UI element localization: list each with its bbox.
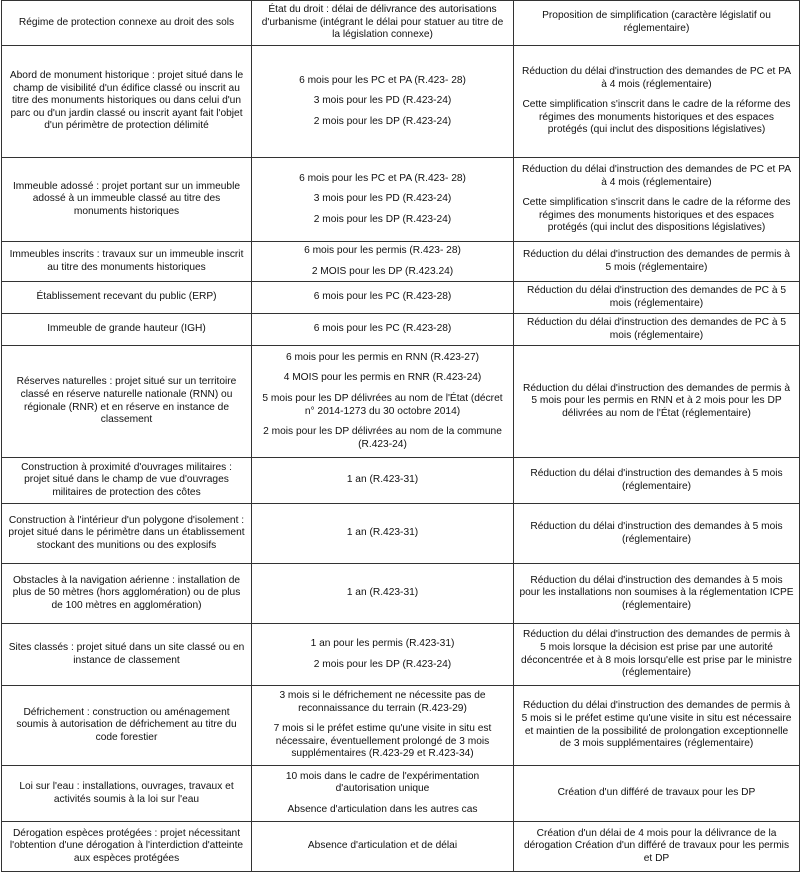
etat-line: 3 mois si le défrichement ne nécessite pas de reconnaissance du terrain (R.423-29): [279, 690, 486, 714]
header-proposition: Proposition de simplification (caractère législatif ou réglementaire): [514, 1, 800, 46]
proposition-line: Création d'un délai de 4 mois pour la délivrance de la dérogation Création d'un différé de travaux pour les permis et DP: [523, 827, 790, 864]
etat-line: 2 mois pour les DP délivrées au nom de la commune (R.423-24): [263, 426, 502, 450]
etat-line: Absence d'articulation et de délai: [307, 840, 458, 852]
etat-line: 2 mois pour les DP (R.423-24): [313, 213, 452, 225]
table-row: [2, 458, 800, 504]
regime-cell: Immeubles inscrits : travaux sur un immeuble inscrit au titre des monuments historiques: [2, 242, 252, 282]
table-row: [2, 624, 800, 686]
proposition-cell: [514, 242, 800, 282]
proposition-line: Cette simplification s'inscrit dans le cadre de la réforme des régimes des monuments historiques et des espaces protégés (qui inclut des dispositions législatives): [522, 99, 791, 136]
etat-cell: [252, 504, 514, 564]
etat-line: 5 mois pour les DP délivrées au nom de l'État (décret n° 2014-1273 du 30 octobre 2014): [262, 392, 503, 417]
regime-cell: Dérogation espèces protégées : projet nécessitant l'obtention d'une dérogation à l'interdiction d'atteinte aux espèces protégées: [2, 822, 252, 872]
proposition-line: Réduction du délai d'instruction des demandes de permis à 5 mois pour les permis en RNN et à 2 mois pour les DP délivrées au nom de l'État (réglementaire): [523, 382, 790, 419]
etat-line: 6 mois pour les PC (R.423-28): [313, 323, 452, 335]
etat-cell: [252, 458, 514, 504]
regime-cell: Réserves naturelles : projet situé sur un territoire classé en réserve naturelle nationale (RNN) ou régionale (RNR) et en réserve en instance de classement: [2, 346, 252, 458]
etat-line: 1 an pour les permis (R.423-31): [310, 637, 455, 649]
proposition-line: Réduction du délai d'instruction des demandes de PC à 5 mois (réglementaire): [526, 284, 787, 309]
regime-cell: Défrichement : construction ou aménagement soumis à autorisation de défrichement au titre du code forestier: [2, 686, 252, 766]
etat-cell: [252, 282, 514, 314]
regime-cell: Construction à l'intérieur d'un polygone d'isolement : projet situé dans le périmètre dans un établissement stockant des munitions ou des explosifs: [2, 504, 252, 564]
proposition-cell: [514, 346, 800, 458]
etat-line: 1 an (R.423-31): [346, 474, 419, 486]
etat-cell: [252, 346, 514, 458]
etat-line: 3 mois pour les PD (R.423-24): [313, 193, 452, 205]
table-row: [2, 686, 800, 766]
regime-cell: Immeuble de grande hauteur (IGH): [2, 314, 252, 346]
table-row: [2, 158, 800, 242]
proposition-cell: [514, 282, 800, 314]
proposition-line: Réduction du délai d'instruction des demandes à 5 mois pour les installations non soumises à la réglementation ICPE (réglementaire): [519, 574, 794, 611]
etat-line: 6 mois pour les PC et PA (R.423- 28): [299, 74, 466, 86]
etat-line: 1 an (R.423-31): [346, 527, 419, 539]
table-row: [2, 282, 800, 314]
header-etat: État du droit : délai de délivrance des autorisations d'urbanisme (intégrant le délai pour statuer au titre de la législation connexe): [252, 1, 514, 46]
proposition-line: Réduction du délai d'instruction des demandes de PC et PA à 4 mois (réglementaire): [521, 164, 792, 188]
table-row: [2, 346, 800, 458]
proposition-cell: [514, 158, 800, 242]
proposition-line: Réduction du délai d'instruction des demandes de permis à 5 mois lorsque la décision est prise par une autorité déconcentrée et à 8 mois lorsqu'elle est prise par le ministre (réglementaire): [521, 629, 792, 679]
etat-line: 7 mois si le préfet estime qu'une visite in situ est nécessaire, éventuellement prolongé de 3 mois supplémentaires (R.423-29 et R.423-34): [273, 723, 492, 760]
etat-cell: [252, 564, 514, 624]
proposition-cell: [514, 46, 800, 158]
proposition-line: Cette simplification s'inscrit dans le cadre de la réforme des régimes des monuments historiques et des espaces protégés (qui inclut des dispositions législatives): [522, 197, 791, 234]
etat-line: Absence d'articulation dans les autres cas: [287, 803, 478, 815]
proposition-line: Réduction du délai d'instruction des demandes à 5 mois (réglementaire): [530, 467, 783, 492]
etat-line: 6 mois pour les PC (R.423-28): [313, 291, 452, 303]
regime-cell: Immeuble adossé : projet portant sur un immeuble adossé à un immeuble classé au titre des monuments historiques: [2, 158, 252, 242]
proposition-line: Réduction du délai d'instruction des demandes à 5 mois (réglementaire): [530, 520, 783, 545]
proposition-cell: [514, 822, 800, 872]
proposition-line: Réduction du délai d'instruction des demandes de PC et PA à 4 mois (réglementaire): [521, 66, 792, 90]
proposition-line: Réduction du délai d'instruction des demandes de permis à 5 mois si le préfet estime qu'une visite in situ est nécessaire et maintien de la possibilité de prolongation exceptionnelle de 3 mois supplémentaires (réglementaire): [521, 700, 792, 750]
etat-line: 6 mois pour les PC et PA (R.423- 28): [299, 172, 466, 184]
simplification-table: [1, 0, 800, 872]
proposition-line: Création d'un différé de travaux pour les DP: [557, 787, 756, 799]
table-row: [2, 822, 800, 872]
table-row: [2, 564, 800, 624]
etat-line: 3 mois pour les PD (R.423-24): [313, 95, 452, 107]
proposition-cell: [514, 458, 800, 504]
etat-cell: [252, 766, 514, 822]
proposition-cell: [514, 766, 800, 822]
regime-cell: Construction à proximité d'ouvrages militaires : projet situé dans le champ de vue d'ouvrages militaires de protection des côtes: [2, 458, 252, 504]
table-row: [2, 504, 800, 564]
proposition-line: Réduction du délai d'instruction des demandes de PC à 5 mois (réglementaire): [526, 316, 787, 341]
etat-cell: [252, 686, 514, 766]
etat-line: 2 mois pour les DP (R.423-24): [313, 115, 452, 127]
table-row: [2, 766, 800, 822]
etat-line: 10 mois dans le cadre de l'expérimentation d'autorisation unique: [285, 770, 480, 795]
etat-cell: [252, 314, 514, 346]
etat-line: 1 an (R.423-31): [346, 587, 419, 599]
etat-line: 6 mois pour les permis en RNN (R.423-27): [285, 351, 480, 363]
etat-line: 6 mois pour les permis (R.423- 28): [304, 244, 461, 256]
etat-cell: [252, 822, 514, 872]
regime-cell: Abord de monument historique : projet situé dans le champ de visibilité d'un édifice classé ou inscrit au titre des monuments historiques ou dans celui d'un parc ou d'un jardin classé ou inscrit ayant fait l'objet d'un périmètre de protection délimité: [2, 46, 252, 158]
proposition-cell: [514, 564, 800, 624]
regime-cell: Loi sur l'eau : installations, ouvrages, travaux et activités soumis à la loi sur l'eau: [2, 766, 252, 822]
etat-line: 4 MOIS pour les permis en RNR (R.423-24): [283, 372, 482, 384]
etat-line: 2 mois pour les DP (R.423-24): [313, 658, 452, 670]
proposition-cell: [514, 504, 800, 564]
proposition-cell: [514, 624, 800, 686]
etat-cell: [252, 242, 514, 282]
etat-cell: [252, 46, 514, 158]
regime-cell: Obstacles à la navigation aérienne : installation de plus de 50 mètres (hors agglomération) ou de plus de 100 mètres en agglomération): [2, 564, 252, 624]
etat-cell: [252, 158, 514, 242]
proposition-cell: [514, 314, 800, 346]
proposition-cell: [514, 686, 800, 766]
table-row: [2, 242, 800, 282]
regime-cell: Sites classés : projet situé dans un site classé ou en instance de classement: [2, 624, 252, 686]
proposition-line: Réduction du délai d'instruction des demandes de permis à 5 mois (réglementaire): [523, 248, 790, 273]
table-row: [2, 46, 800, 158]
etat-line: 2 MOIS pour les DP (R.423.24): [311, 265, 454, 277]
etat-cell: [252, 624, 514, 686]
regime-cell: Établissement recevant du public (ERP): [2, 282, 252, 314]
header-row: [2, 1, 800, 46]
header-regime: Régime de protection connexe au droit des sols: [2, 1, 252, 46]
table-row: [2, 314, 800, 346]
